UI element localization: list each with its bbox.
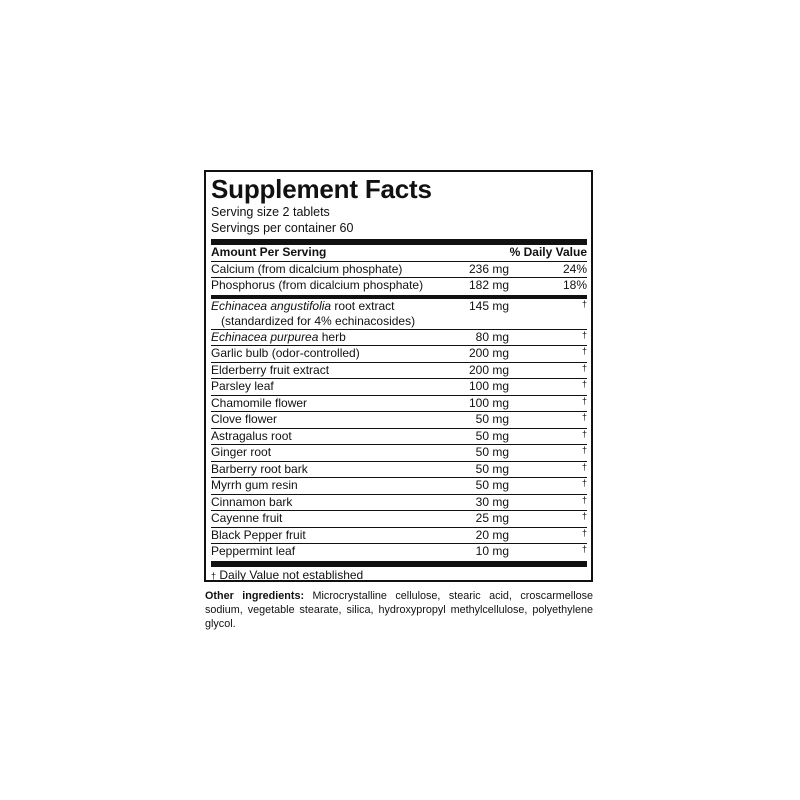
ingredient-subtext: (standardized for 4% echinacosides) (221, 314, 416, 328)
ingredient-amount: 50 mg (475, 445, 509, 459)
dagger-symbol: † (581, 544, 587, 554)
header-amount-per-serving: Amount Per Serving (211, 245, 327, 259)
table-row (211, 412, 587, 429)
dagger-symbol: † (581, 445, 587, 455)
ingredient-daily-value (509, 330, 587, 347)
table-row (211, 379, 587, 396)
ingredient-daily-value (509, 363, 587, 380)
ingredient-name-rest: herb (318, 329, 346, 344)
dagger-symbol: † (581, 494, 587, 505)
ingredient-daily-value (509, 299, 587, 316)
ingredient-amount: 145 mg (468, 298, 509, 313)
ingredient-name-italic: Echinacea angustifolia (211, 298, 332, 313)
ingredient-amount: 200 mg (468, 362, 509, 377)
table-row (211, 495, 587, 512)
table-row (211, 299, 587, 330)
ingredient-daily-value (509, 478, 587, 495)
ingredient-amount: 100 mg (468, 395, 509, 410)
ingredient-daily-value (509, 445, 587, 462)
ingredient-amount: 10 mg (475, 544, 509, 558)
ingredient-name: Clove flower (211, 412, 278, 426)
ingredient-name: Chamomile flower (211, 395, 308, 410)
table-row (211, 330, 587, 347)
ingredient-amount: 100 mg (468, 379, 509, 393)
dagger-symbol: † (581, 428, 587, 439)
dagger-symbol: † (581, 511, 587, 521)
table-header (211, 245, 587, 262)
dagger-symbol: † (581, 298, 587, 309)
ingredient-name (211, 299, 449, 330)
other-ingredients (205, 589, 593, 631)
table-row (211, 445, 587, 462)
ingredient-daily-value (509, 511, 587, 528)
ingredient-name: Ginger root (211, 445, 272, 459)
ingredient-name: Cayenne fruit (211, 511, 283, 525)
panel-title: Supplement Facts (211, 174, 432, 204)
ingredient-daily-value (509, 396, 587, 413)
servings-per-container: Servings per container 60 (211, 221, 354, 235)
dagger-symbol: † (211, 570, 217, 581)
supplement-facts-panel (204, 170, 593, 582)
dagger-symbol: † (581, 412, 587, 422)
ingredient-daily-value: 24% (562, 261, 587, 276)
ingredient-amount: 200 mg (468, 346, 509, 360)
ingredient-daily-value (509, 528, 587, 545)
dagger-symbol: † (581, 461, 587, 472)
ingredient-daily-value: 18% (562, 278, 587, 292)
ingredient-amount: 236 mg (468, 261, 509, 276)
minerals-section (211, 262, 587, 295)
ingredient-daily-value (509, 495, 587, 512)
header-daily-value: % Daily Value (509, 245, 587, 259)
ingredient-name: Astragalus root (211, 428, 292, 443)
ingredient-name: Cinnamon bark (211, 494, 293, 509)
ingredient-name-rest: root extract (331, 298, 395, 313)
table-row (211, 462, 587, 479)
ingredient-daily-value (509, 462, 587, 479)
table-row (211, 396, 587, 413)
ingredient-amount: 50 mg (475, 478, 509, 492)
dagger-symbol: † (581, 527, 587, 538)
table-row (211, 478, 587, 495)
dagger-symbol: † (581, 346, 587, 356)
serving-size: Serving size 2 tablets (211, 205, 330, 219)
ingredient-name-italic: Echinacea purpurea (211, 329, 319, 344)
ingredient-name: Barberry root bark (211, 461, 308, 476)
ingredient-name: Calcium (from dicalcium phosphate) (211, 261, 403, 276)
table-row (211, 429, 587, 446)
table-row (211, 528, 587, 545)
ingredient-daily-value (509, 429, 587, 446)
ingredient-daily-value (509, 346, 587, 363)
ingredient-name: Myrrh gum resin (211, 478, 298, 492)
footnote-text: Daily Value not established (216, 567, 364, 582)
ingredient-daily-value (509, 544, 587, 561)
ingredient-name: Peppermint leaf (211, 544, 296, 558)
ingredient-amount: 25 mg (475, 511, 509, 525)
dagger-symbol: † (581, 362, 587, 373)
ingredient-daily-value (509, 412, 587, 429)
table-row (211, 346, 587, 363)
dagger-symbol: † (581, 395, 587, 406)
ingredient-name (211, 330, 449, 346)
ingredient-amount: 182 mg (468, 278, 509, 292)
ingredient-amount: 80 mg (475, 329, 509, 344)
ingredient-amount: 50 mg (475, 428, 509, 443)
table-row (211, 511, 587, 528)
table-row (211, 544, 587, 561)
dagger-symbol: † (581, 379, 587, 389)
table-row (211, 262, 587, 279)
dagger-symbol: † (581, 478, 587, 488)
ingredient-daily-value (509, 379, 587, 396)
other-ingredients-text: Microcrystalline cellulose, stearic acid, croscarmellose sodium, vegetable stearate, silica, hydroxypropyl methylcellulose, polyethylene glycol. (205, 590, 594, 630)
ingredient-name: Elderberry fruit extract (211, 362, 330, 377)
other-ingredients-label: Other ingredients: (205, 590, 305, 602)
herbs-section (211, 299, 587, 561)
ingredient-name: Parsley leaf (211, 379, 274, 393)
ingredient-amount: 30 mg (475, 494, 509, 509)
dagger-symbol: † (581, 329, 587, 340)
ingredient-name: Garlic bulb (odor-controlled) (211, 346, 360, 360)
ingredient-name: Phosphorus (from dicalcium phosphate) (211, 278, 424, 292)
ingredient-amount: 50 mg (475, 461, 509, 476)
table-row (211, 278, 587, 295)
ingredient-name: Black Pepper fruit (211, 527, 306, 542)
table-row (211, 363, 587, 380)
ingredient-amount: 50 mg (475, 412, 509, 426)
footnote (211, 567, 587, 584)
ingredient-amount: 20 mg (475, 527, 509, 542)
